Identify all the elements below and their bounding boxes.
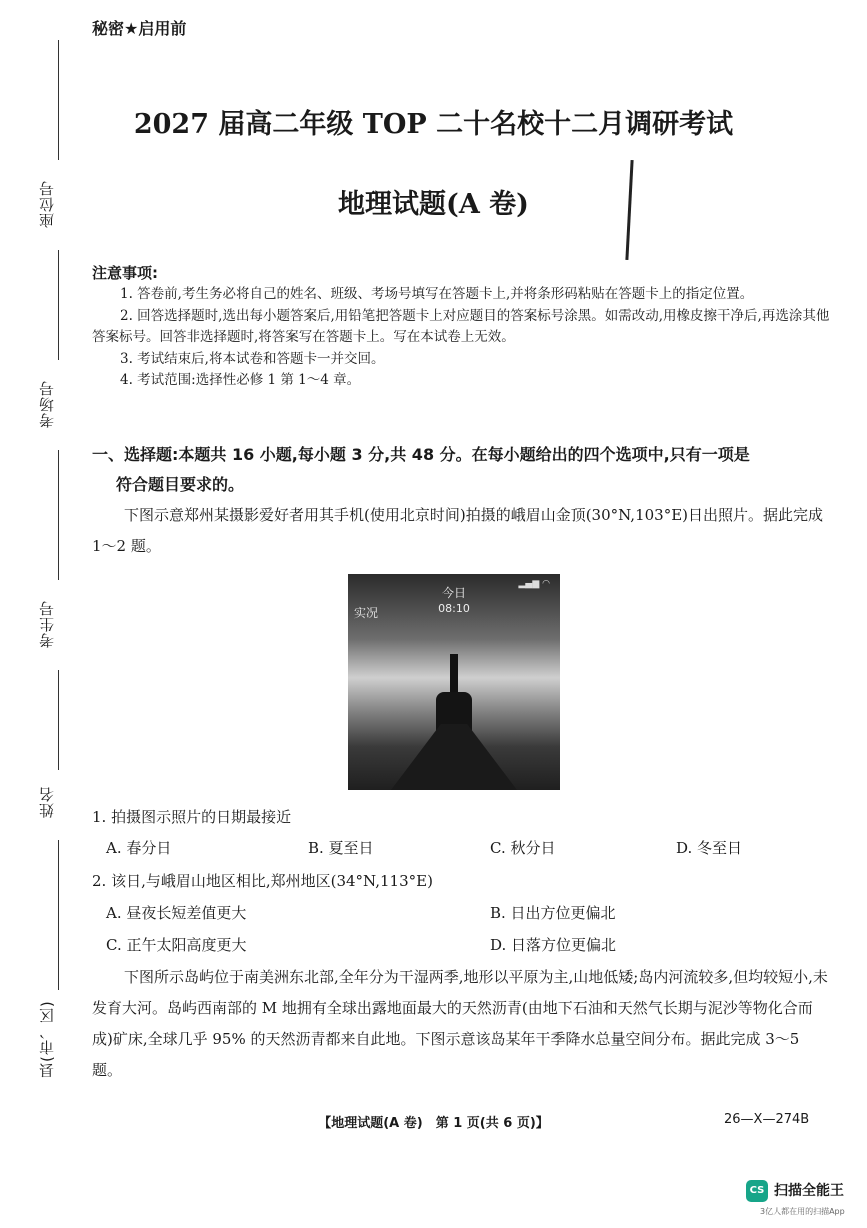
question-2-stem: 2. 该日,与峨眉山地区相比,郑州地区(34°N,113°E) — [92, 872, 433, 890]
confidential-mark: 秘密★启用前 — [92, 19, 187, 38]
question-1-option-a: A. 春分日 — [106, 839, 172, 857]
paper-code: 26—X—274B — [724, 1112, 810, 1127]
name-label: 姓名 — [38, 786, 56, 818]
section-heading — [92, 440, 832, 500]
question-2-option-b: B. 日出方位更偏北 — [490, 904, 616, 922]
binding-line — [58, 40, 59, 160]
question-1-stem: 1. 拍摄图示照片的日期最接近 — [92, 808, 292, 826]
question-1-option-b: B. 夏至日 — [308, 839, 374, 857]
section-heading-line2: 符合题目要求的。 — [116, 475, 245, 494]
camscanner-logo-icon: CS — [746, 1180, 768, 1202]
question-1-option-c: C. 秋分日 — [490, 839, 556, 857]
notice-item: 3. 考试结束后,将本试卷和答题卡一并交回。 — [120, 350, 385, 367]
summit-platform — [388, 724, 520, 790]
question-2-option-a: A. 昼夜长短差值更大 — [106, 904, 247, 922]
page-footer: 【地理试题(A 卷) 第 1 页(共 6 页)】 — [318, 1116, 549, 1131]
candidate-number-label: 考生号 — [38, 600, 56, 648]
seat-number-label: 座位号 — [38, 180, 56, 228]
question-2-option-d: D. 日落方位更偏北 — [490, 936, 617, 954]
exam-title: 2027 届高二年级 TOP 二十名校十二月调研考试 — [133, 109, 734, 140]
section-heading-line1: 一、选择题:本题共 16 小题,每小题 3 分,共 48 分。在每小题给出的四个选项中,只有一项是 — [92, 445, 750, 464]
binding-line — [58, 450, 59, 580]
scanner-tagline: 3亿人都在用的扫描App — [760, 1207, 845, 1216]
intro-paragraph-2: 下图所示岛屿位于南美洲东北部,全年分为干湿两季,地形以平原为主,山地低矮;岛内河流较多,但均较短小,未发育大河。岛屿西南部的 M 地拥有全球出露地面最大的天然沥青(由地下石油和天然气长期与泥沙等物化合而成)矿床,全球几乎 95% 的天然沥青都来自此地。下图示意该岛某年干季降水总量空间分布。据此完成 3～5 题。 — [92, 968, 828, 1079]
photo-live-label: 实况 — [354, 606, 379, 620]
question-1-option-d: D. 冬至日 — [676, 839, 743, 857]
question-2-option-c: C. 正午太阳高度更大 — [106, 936, 247, 954]
notice-heading: 注意事项: — [92, 264, 158, 282]
exam-subtitle: 地理试题(A 卷) — [338, 189, 529, 220]
notice-item: 2. 回答选择题时,选出每小题答案后,用铅笔把答题卡上对应题目的答案标号涂黑。如需改动,用橡皮擦干净后,再选涂其他答案标号。回答非选择题时,将答案写在答题卡上。写在本试卷上无效。 — [92, 307, 830, 345]
sunrise-photo — [348, 574, 560, 790]
binding-line — [58, 670, 59, 770]
exam-room-label: 考场号 — [38, 380, 56, 428]
signal-wifi-icon: ▂▄▆ ◠ — [518, 579, 550, 589]
binding-line — [58, 250, 59, 360]
notice-list — [92, 284, 832, 392]
notice-item: 1. 答卷前,考生务必将自己的姓名、班级、考场号填写在答题卡上,并将条形码粘贴在答题卡上的指定位置。 — [120, 286, 754, 302]
notice-item: 4. 考试范围:选择性必修 1 第 1～4 章。 — [120, 372, 361, 388]
scanner-app-name: 扫描全能王 — [774, 1183, 844, 1199]
photo-time-label: 08:10 — [438, 602, 470, 615]
intro-paragraph-1: 下图示意郑州某摄影爱好者用其手机(使用北京时间)拍摄的峨眉山金顶(30°N,103°E)日出照片。据此完成 1～2 题。 — [92, 506, 824, 555]
county-label: 县(市、区) — [38, 1000, 56, 1078]
binding-line — [58, 840, 59, 990]
photo-day-label: 今日 — [441, 586, 466, 600]
